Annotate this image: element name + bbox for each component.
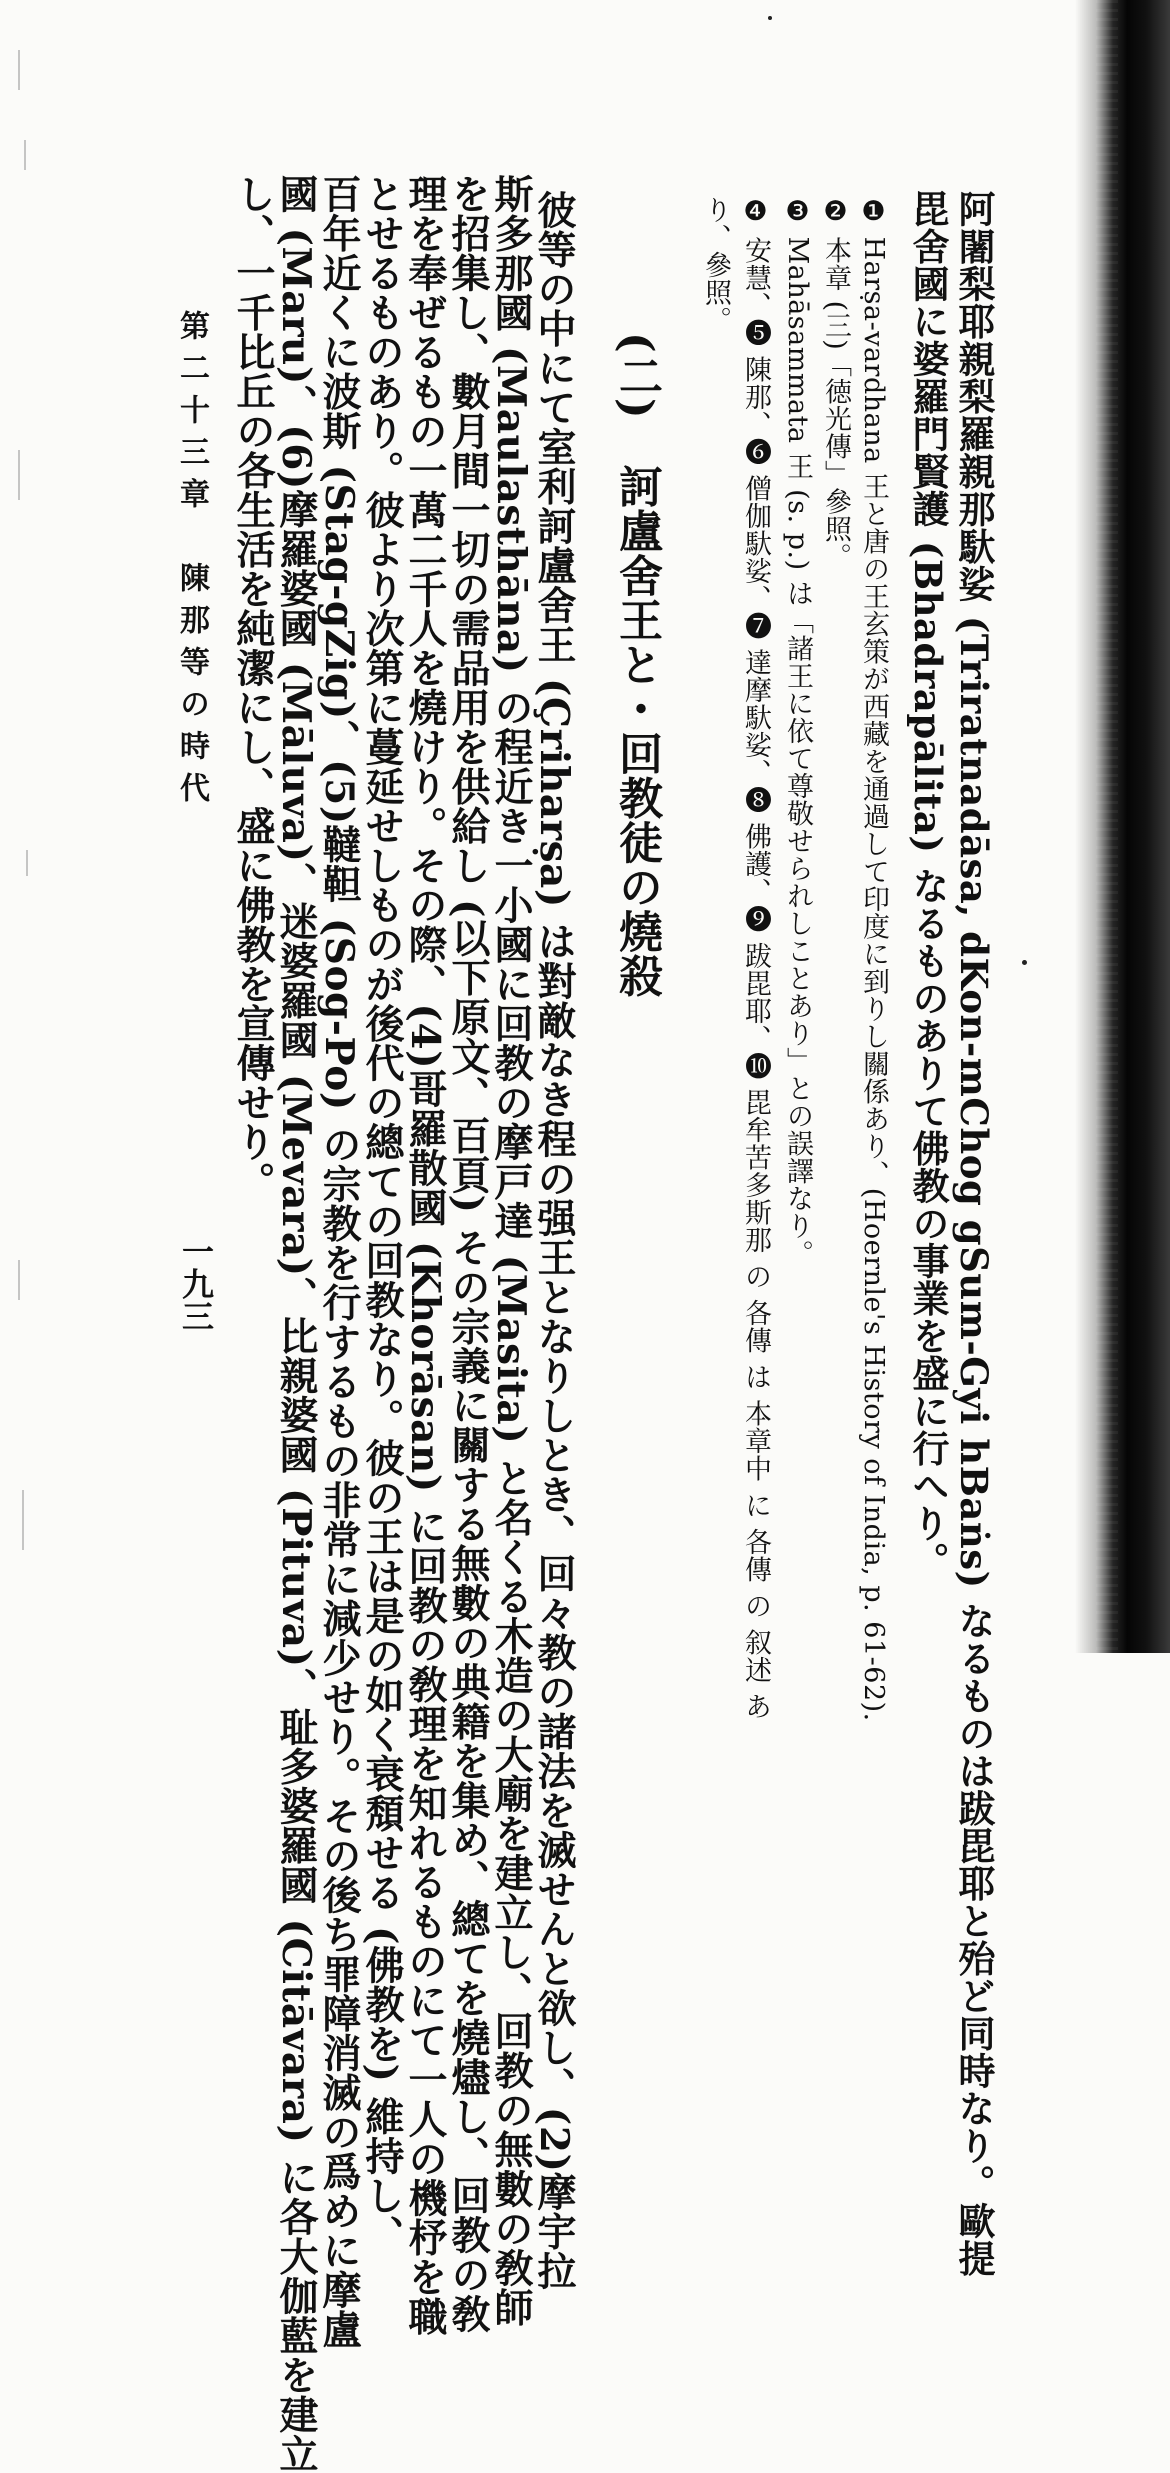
body-line-4: 理を奉ぜるもの一萬二千人を燒けり。その際、(4)哥羅散國 (Khorāsan) に回教の敎理を知れるものにて一人の機杼を職: [402, 174, 448, 2337]
intro-line-1: 阿闍梨耶親梨羅親那馱娑 (Triratnadāsa, dKon-mChog gSum-Gyi hBaṅs) なるものは跋毘耶と殆ど同時なり。歐提: [952, 190, 996, 2278]
section-title: (二) 訶盧舍王と・回教徒の燒殺: [611, 332, 662, 998]
note-1: ❶ Harṣa-vardhana 王と唐の王玄策が西藏を通過して印度に到りし關係あり、(Hoernle's History of India, p. 61-62).: [858, 196, 889, 1722]
binding-marks: [18, 30, 32, 1630]
body-line-3: を招集し、數月間一切の需品用を供給し (以下原文、百頁) その宗義に關する無數の典籍を集め、總てを燒燼し、回教の敎: [445, 174, 491, 2334]
body-line-2: 斯多那國 (Maulasthāna) の程近き一小國に回教の摩戸達 (Masita) と名くる木造の大廟を建立し、回教の無數の敎師: [488, 174, 534, 2328]
note-3: ❸ Mahāsammata 王 (s. p.) は「諸王に依て尊敬せられしことあり」との誤譯なり。: [782, 196, 813, 1268]
body-line-5: とせるものあり。彼より次第に蔓延せしものが後代の總ての回教なり。彼の王は是の如く衰頽せる (佛教を) 維持し、: [359, 174, 405, 2255]
page-number: 一九三: [177, 1235, 215, 1333]
note-4: ❹ 安慧、❺ 陳那、❻ 僧伽馱娑、❼ 達摩馱娑、❽ 佛護、❾ 跋毘耶、❿ 毘牟苦多斯那 の 各傳 は 本章中 に 各傳 の 叙述 あ: [740, 196, 771, 1721]
scan-edge-texture: [1096, 0, 1118, 1653]
note-2: ❷ 本章 (三)「徳光傳」參照。: [820, 196, 851, 571]
scan-speck: [768, 16, 772, 20]
intro-line-2: 毘舍國に婆羅門賢護 (Bhadrapālita) なるものありて佛教の事業を盛に行へり。: [906, 190, 950, 1580]
body-line-8: し、一千比丘の各生活を純潔にし、盛に佛教を宣傳せり。: [230, 174, 276, 1201]
body-line-7: 國 (Maru)、(6)摩羅婆國 (Māluva)、迷婆羅國 (Mevara)、比親婆國 (Pituva)、耻多婆羅國 (Citāvara) に各大伽藍を建立: [273, 174, 319, 2473]
body-line-6: 百年近くに波斯 (Stag-gZig)、(5)韃靼 (Sog-Po) の宗教を行するもの非常に減少せり。その後ち罪障消滅の爲めに摩盧: [316, 174, 362, 2350]
scan-dark-edge: [1075, 0, 1170, 1653]
running-footer: 第二十三章 陳那等の時代: [174, 310, 209, 814]
note-5: り、參照。: [700, 196, 731, 334]
scan-speck: [1022, 960, 1027, 965]
body-line-1: 彼等の中にて室利訶盧舍王 (Çriharṣa) は對敵なき程の强王となりしとき、回々教の諸法を滅せんと欲し、(2)摩宇拉: [531, 190, 577, 2291]
